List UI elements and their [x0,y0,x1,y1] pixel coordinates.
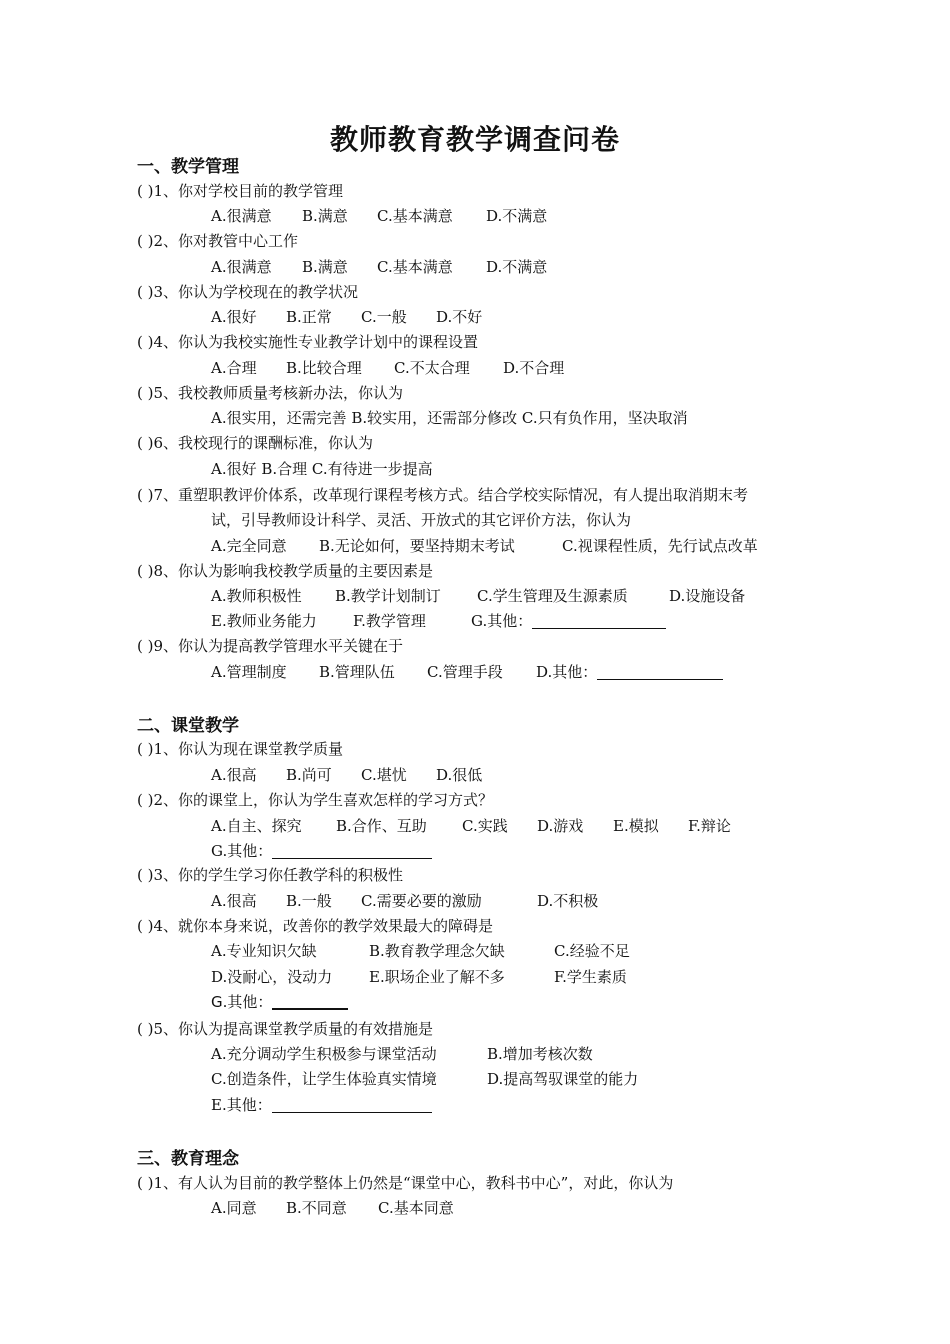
option-c: C.管理手段 [427,663,503,681]
page-title: 教师教育教学调查问卷 [329,123,620,156]
fill-in-blank[interactable] [532,614,666,629]
option-c: C.堪忧 [361,766,407,784]
option-d: D.很低 [436,766,483,784]
option-b: B.增加考核次数 [487,1045,593,1063]
option-c: C.经验不足 [554,942,630,960]
question-1-6: ( )6、我校现行的课酬标准，你认为 [137,434,374,452]
option-c: C.基本满意 [377,207,453,225]
options-2-5-other [211,1094,432,1115]
option-a: A.很满意 [211,258,272,276]
option-c: C.一般 [361,308,407,326]
options-1-1 [211,205,547,226]
option-b: B.满意 [302,207,348,225]
option-b: B.管理队伍 [319,663,395,681]
section-heading-classroom-teaching: 二、课堂教学 [137,716,239,736]
option-f: F.教学管理 [353,612,426,630]
fill-in-blank[interactable] [272,994,348,1010]
option-a: A.专业知识欠缺 [211,942,317,960]
question-1-3: ( )3、你认为学校现在的教学状况 [137,283,359,301]
option-c: C.视课程性质，先行试点改革 [562,537,758,555]
question-1-9: ( )9、你认为提高教学管理水平关键在于 [137,637,404,655]
question-1-7-continued: 试，引导教师设计科学、灵活、开放式的其它评价方法，你认为 [211,511,632,529]
options-1-6: A.很好 B.合理 C.有待进一步提高 [211,460,433,478]
option-b: B.比较合理 [286,359,362,377]
question-1-8: ( )8、你认为影响我校教学质量的主要因素是 [137,562,434,580]
options-3-1 [211,1197,454,1218]
fill-in-blank[interactable] [272,844,432,859]
question-1-2: ( )2、你对教管中心工作 [137,232,299,250]
option-b: B.正常 [286,308,332,326]
options-2-2-other [211,840,432,861]
option-g: G.其他： [211,842,273,860]
option-c: C.学生管理及生源素质 [477,587,628,605]
option-d: D.没耐心，没动力 [211,968,333,986]
option-a: A.很高 [211,766,257,784]
option-b: B.教育教学理念欠缺 [369,942,505,960]
section-heading-teaching-management: 一、教学管理 [137,157,239,177]
option-d: D.游戏 [537,817,584,835]
option-d: D.不满意 [486,207,548,225]
option-a: A.很好 [211,308,257,326]
option-b: B.不同意 [286,1199,347,1217]
question-2-5: ( )5、你认为提高课堂教学质量的有效措施是 [137,1020,434,1038]
option-a: A.充分调动学生积极参与课堂活动 [211,1045,437,1063]
question-3-1: ( )1、有人认为目前的教学整体上仍然是“课堂中心，教科书中心”，对此，你认为 [137,1174,674,1192]
options-1-7 [211,535,758,556]
question-2-3: ( )3、你的学生学习你任教学科的积极性 [137,866,404,884]
option-d: D.设施设备 [669,587,746,605]
question-1-5: ( )5、我校教师质量考核新办法，你认为 [137,384,404,402]
options-1-9 [211,661,723,682]
option-b: B.一般 [286,892,332,910]
option-b: B.无论如何，要坚持期末考试 [319,537,515,555]
question-2-4: ( )4、就你本身来说，改善你的教学效果最大的障碍是 [137,917,494,935]
option-b: B.满意 [302,258,348,276]
question-1-7: ( )7、重塑职教评价体系，改革现行课程考核方式。结合学校实际情况，有人提出取消期末考 [137,486,749,504]
question-1-1: ( )1、你对学校目前的教学管理 [137,182,344,200]
options-2-5-row2 [211,1068,638,1089]
option-e: E.其他： [211,1096,272,1114]
question-1-4: ( )4、你认为我校实施性专业教学计划中的课程设置 [137,333,479,351]
option-a: A.很高 [211,892,257,910]
option-d: D.提高驾驭课堂的能力 [487,1070,639,1088]
option-c: C.需要必要的激励 [361,892,482,910]
option-d: D.其他： [536,663,598,681]
option-a: A.管理制度 [211,663,287,681]
options-1-8-row2 [211,610,666,631]
option-b: B.尚可 [286,766,332,784]
option-e: E.教师业务能力 [211,612,317,630]
option-d: D.不好 [436,308,483,326]
option-c: C.基本满意 [377,258,453,276]
options-2-2 [211,815,731,836]
option-a: A.很满意 [211,207,272,225]
options-1-2 [211,256,547,277]
options-2-4-row2 [211,966,627,987]
option-d: D.不积极 [537,892,599,910]
option-d: D.不合理 [503,359,565,377]
options-1-5: A.很实用，还需完善 B.较实用，还需部分修改 C.只有负作用，坚决取消 [211,409,688,427]
option-c: C.不太合理 [394,359,470,377]
option-a: A.完全同意 [211,537,287,555]
fill-in-blank[interactable] [272,1098,432,1113]
option-f: F.辩论 [688,817,731,835]
option-g: G.其他： [471,612,533,630]
options-1-3 [211,306,482,327]
option-a: A.同意 [211,1199,257,1217]
option-c: C.创造条件，让学生体验真实情境 [211,1070,437,1088]
options-1-8-row1 [211,585,745,606]
options-2-4-other [211,991,348,1012]
fill-in-blank[interactable] [597,665,723,680]
question-2-1: ( )1、你认为现在课堂教学质量 [137,740,344,758]
options-2-3 [211,890,598,911]
option-c: C.实践 [462,817,508,835]
option-d: D.不满意 [486,258,548,276]
option-g: G.其他： [211,993,273,1011]
option-a: A.合理 [211,359,257,377]
option-f: F.学生素质 [554,968,627,986]
option-c: C.基本同意 [378,1199,454,1217]
option-a: A.自主、探究 [211,817,302,835]
option-e: E.职场企业了解不多 [369,968,505,986]
options-2-1 [211,764,482,785]
options-2-5-row1 [211,1043,593,1064]
options-2-4-row1 [211,940,630,961]
option-b: B.教学计划制订 [335,587,441,605]
question-2-2: ( )2、你的课堂上，你认为学生喜欢怎样的学习方式？ [137,791,494,809]
option-a: A.教师积极性 [211,587,302,605]
section-heading-education-philosophy: 三、教育理念 [137,1149,239,1169]
options-1-4 [211,357,564,378]
option-e: E.模拟 [613,817,659,835]
option-b: B.合作、互助 [336,817,427,835]
